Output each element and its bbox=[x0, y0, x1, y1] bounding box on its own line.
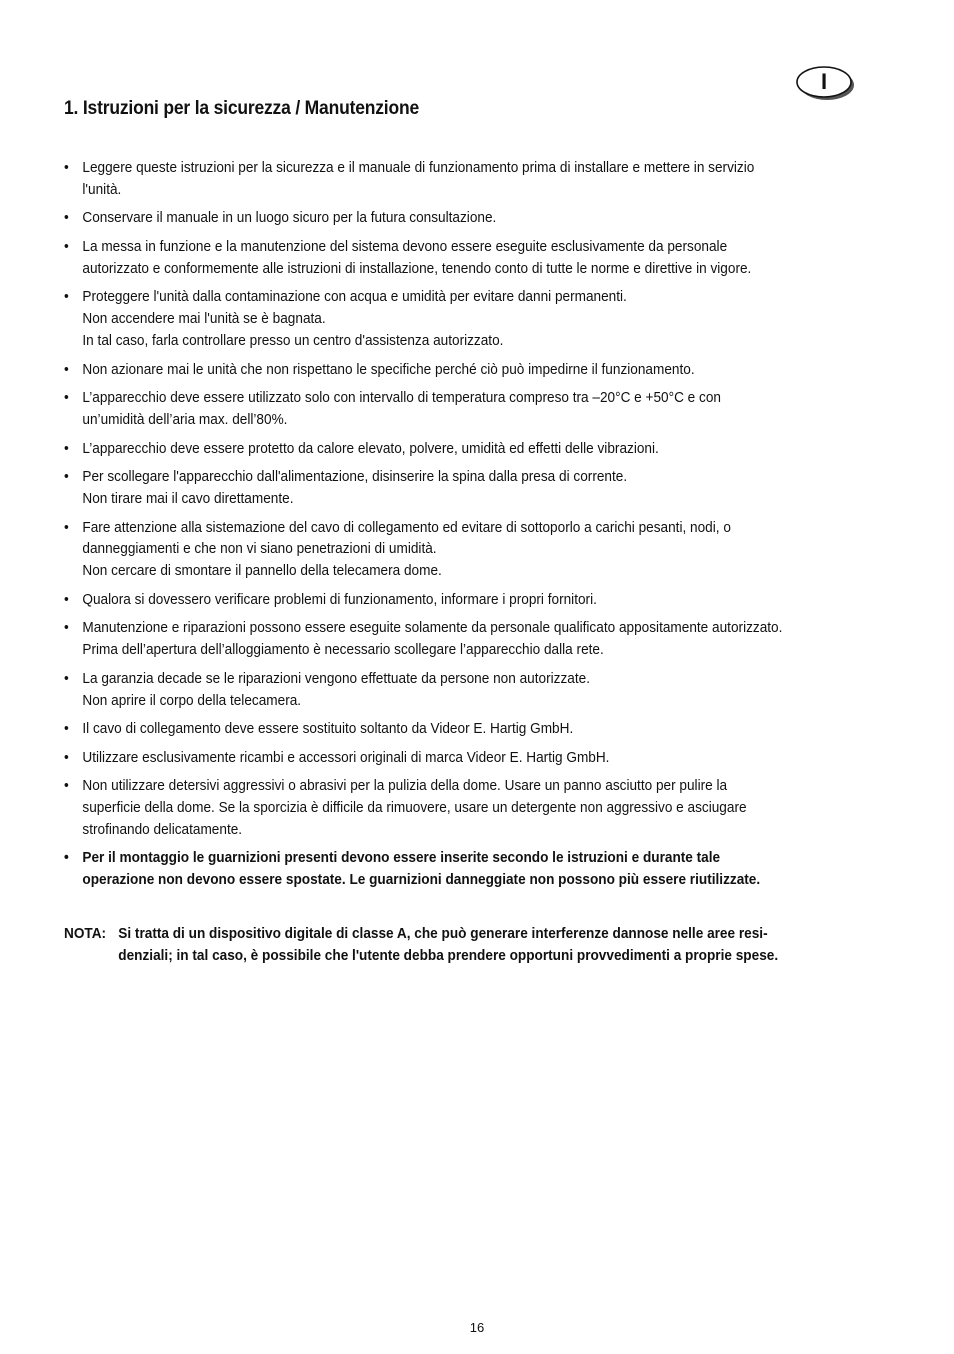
list-item-line: Fare attenzione alla sistemazione del cavo di collegamento ed evitare di sottoporlo a carichi pesanti, nodi, o bbox=[82, 519, 731, 536]
list-item bbox=[64, 518, 874, 583]
list-item bbox=[64, 287, 874, 352]
section-heading: 1. Istruzioni per la sicurezza / Manutenzione bbox=[64, 98, 420, 119]
bullet-icon: • bbox=[64, 591, 69, 608]
list-item bbox=[64, 439, 874, 461]
list-item-line: danneggiamenti e che non vi siano penetrazioni di umidità. bbox=[82, 541, 437, 558]
list-item bbox=[64, 848, 874, 892]
list-item-line: Per il montaggio le guarnizioni presenti devono essere inserite secondo le istruzioni e durante tale bbox=[82, 850, 721, 867]
bullet-icon: • bbox=[64, 361, 69, 378]
note-text bbox=[64, 924, 855, 968]
list-item bbox=[64, 158, 874, 202]
list-item-line: Leggere queste istruzioni per la sicurezza e il manuale di funzionamento prima di installare e mettere in servizio bbox=[82, 160, 755, 176]
bullet-icon: • bbox=[64, 238, 69, 255]
page-number: 16 bbox=[469, 1320, 485, 1335]
safety-instructions-list bbox=[64, 158, 864, 899]
bullet-icon: • bbox=[64, 519, 69, 536]
list-item-line: La messa in funzione e la manutenzione del sistema devono essere eseguite esclusivamente da personale bbox=[82, 238, 728, 255]
list-item bbox=[64, 360, 874, 382]
list-item bbox=[64, 776, 874, 841]
note-line: denziali; in tal caso, è possibile che l'utente debba prendere opportuni provvedimenti a proprie spese. bbox=[118, 947, 779, 964]
bullet-icon: • bbox=[64, 210, 69, 227]
list-item-line: Proteggere l'unità dalla contaminazione con acqua e umidità per evitare danni permanenti. bbox=[82, 289, 627, 306]
list-item-line: Manutenzione e riparazioni possono essere eseguite solamente da personale qualificato appositamente autorizzato. bbox=[82, 620, 783, 637]
list-item-line: Non aprire il corpo della telecamera. bbox=[82, 692, 302, 709]
bullet-icon: • bbox=[64, 721, 69, 738]
bullet-icon: • bbox=[64, 850, 69, 867]
note-block bbox=[64, 924, 855, 968]
list-item-line: L’apparecchio deve essere utilizzato solo con intervallo di temperatura compreso tra –20°C e +50°C e con bbox=[82, 390, 721, 407]
list-item-line: In tal caso, farla controllare presso un centro d'assistenza autorizzato. bbox=[82, 332, 504, 349]
list-item-line: Non azionare mai le unità che non rispettano le specifiche perché ciò può impedirne il funzionamento. bbox=[82, 361, 695, 378]
note-label: NOTA: bbox=[64, 926, 107, 942]
list-item-line: autorizzato e conformemente alle istruzioni di installazione, tenendo conto di tutte le norme e direttive in vigore. bbox=[82, 260, 752, 277]
bullet-icon: • bbox=[64, 469, 69, 486]
list-item-line: Non utilizzare detersivi aggressivi o abrasivi per la pulizia della dome. Usare un panno asciutto per pulire la bbox=[82, 778, 728, 795]
list-item-line: Qualora si dovessero verificare problemi di funzionamento, informare i propri fornitori. bbox=[82, 591, 597, 608]
list-item-line: La garanzia decade se le riparazioni vengono effettuate da persone non autorizzate. bbox=[82, 670, 590, 687]
list-item-line: superficie della dome. Se la sporcizia è difficile da rimuovere, usare un detergente non aggressivo e asciugare bbox=[82, 800, 747, 817]
list-item bbox=[64, 388, 874, 432]
list-item-line: operazione non devono essere spostate. Le guarnizioni danneggiate non possono più essere riutilizzate. bbox=[82, 872, 761, 889]
bullet-icon: • bbox=[64, 160, 69, 176]
bullet-icon: • bbox=[64, 670, 69, 687]
list-item bbox=[64, 719, 874, 741]
language-badge-letter: I bbox=[820, 69, 828, 94]
bullet-icon: • bbox=[64, 440, 69, 457]
list-item-line: Non tirare mai il cavo direttamente. bbox=[82, 490, 294, 507]
list-item-line: L’apparecchio deve essere protetto da calore elevato, polvere, umidità ed effetti delle vibrazioni. bbox=[82, 440, 659, 457]
list-item-line: Per scollegare l'apparecchio dall'alimentazione, disinserire la spina dalla presa di corrente. bbox=[82, 469, 628, 486]
list-item-line: Non cercare di smontare il pannello della telecamera dome. bbox=[82, 563, 442, 580]
list-item bbox=[64, 748, 874, 770]
list-item-line: Utilizzare esclusivamente ricambi e accessori originali di marca Videor E. Hartig GmbH. bbox=[82, 749, 610, 766]
list-item-line: Prima dell’apertura dell’alloggiamento è necessario scollegare l’apparecchio dalla rete. bbox=[82, 642, 604, 659]
bullet-icon: • bbox=[64, 620, 69, 637]
list-item bbox=[64, 669, 874, 713]
list-item bbox=[64, 618, 874, 662]
bullet-icon: • bbox=[64, 390, 69, 407]
bullet-icon: • bbox=[64, 289, 69, 306]
list-item-line: l'unità. bbox=[82, 181, 122, 198]
list-item-line: strofinando delicatamente. bbox=[82, 821, 243, 838]
bullet-icon: • bbox=[64, 749, 69, 766]
list-item-line: Non accendere mai l'unità se è bagnata. bbox=[82, 311, 326, 328]
list-item bbox=[64, 467, 874, 511]
list-item bbox=[64, 590, 874, 612]
bullet-icon: • bbox=[64, 778, 69, 795]
note-line: Si tratta di un dispositivo digitale di classe A, che può generare interferenze dannose nelle aree resi- bbox=[118, 926, 768, 942]
list-item-line: un’umidità dell’aria max. dell’80%. bbox=[82, 411, 288, 428]
list-item bbox=[64, 237, 874, 281]
list-item bbox=[64, 208, 874, 230]
language-badge bbox=[796, 66, 854, 100]
list-item-line: Il cavo di collegamento deve essere sostituito soltanto da Videor E. Hartig GmbH. bbox=[82, 721, 574, 738]
list-item-line: Conservare il manuale in un luogo sicuro per la futura consultazione. bbox=[82, 210, 497, 227]
